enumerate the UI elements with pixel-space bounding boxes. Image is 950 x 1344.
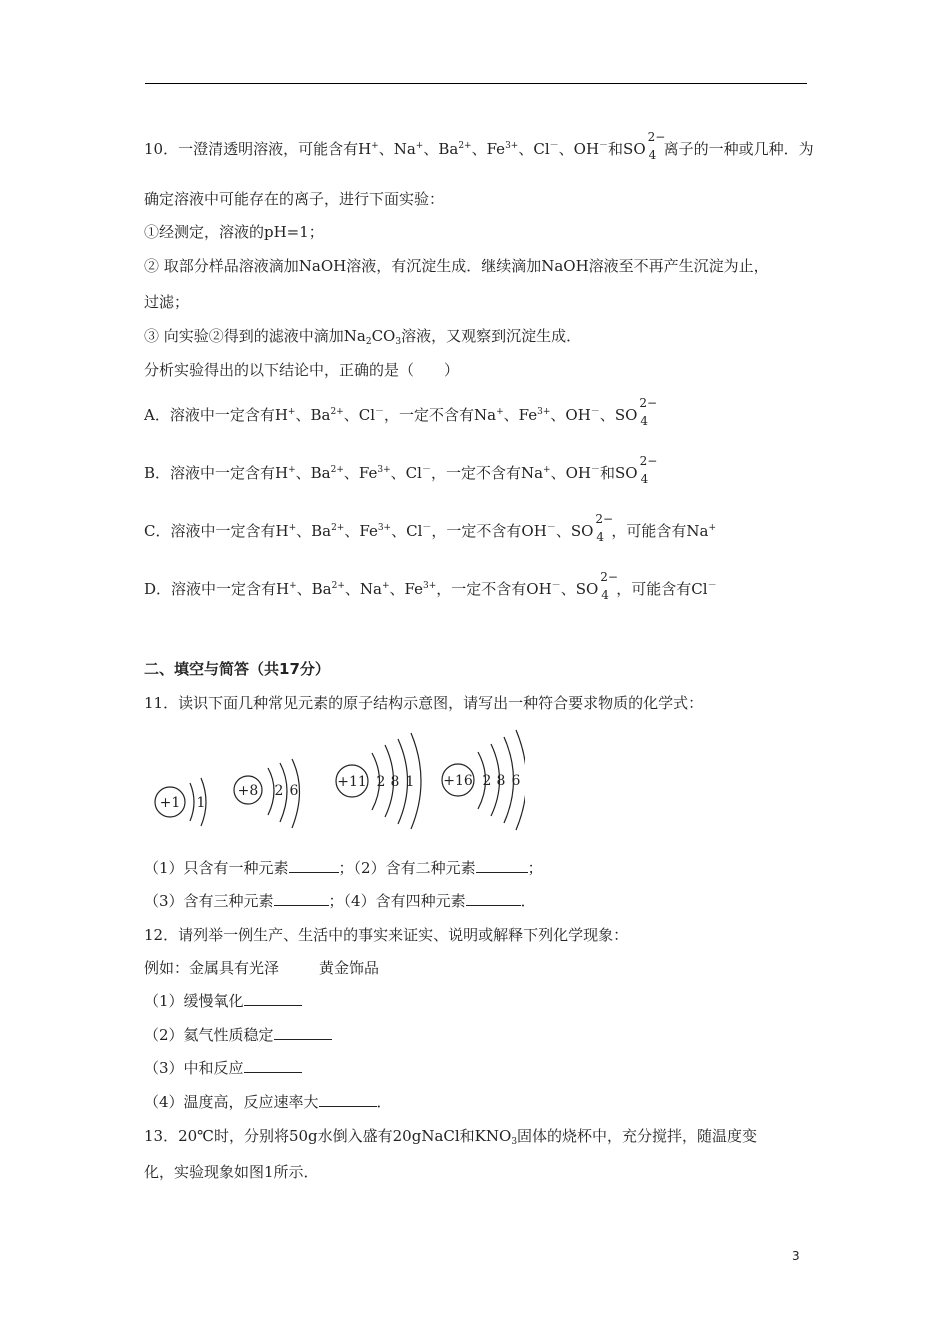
shell-sodium-1: 2: [376, 774, 386, 790]
q11-parts-3-4: （3）含有三种元素 ；（4）含有四种元素 ．: [144, 892, 536, 910]
answer-blank[interactable]: [244, 1058, 302, 1073]
header-rule: [145, 83, 807, 84]
shell-oxygen-2: 6: [289, 783, 299, 799]
nucleus-label-sulfur: +16: [443, 773, 473, 789]
nucleus-label-hydrogen: +1: [159, 795, 181, 811]
q11-parts-1-2: （1）只含有一种元素 ；（2）含有二种元素 ；: [144, 859, 543, 877]
q12-example: 例如：金属具有光泽 黄金饰品: [144, 959, 380, 977]
q10-step3: ③ 向实验②得到的滤液中滴加$Na_2CO_3$溶液，又观察到沉淀生成．: [144, 327, 582, 347]
answer-blank[interactable]: [244, 991, 302, 1006]
nucleus-label-oxygen: +8: [237, 783, 259, 799]
q10-stem-line1: 10．一澄清透明溶液，可能含有H+、Na+、$Ba^{2+}$、$Fe^{3+}$、Cl－、OH－和SO 2− 4 离子的一种或几种．为: [144, 130, 814, 162]
q12-part-2: （2）氦气性质稳定: [144, 1025, 332, 1045]
q10-question: 分析实验得出的以下结论中，正确的是（ ）: [144, 361, 460, 379]
q10-step2-cont: 过滤；: [144, 293, 190, 311]
atom-sodium: [336, 733, 421, 829]
page-number: 3: [792, 1249, 800, 1263]
shell-sodium-3: 1: [405, 774, 415, 790]
q10-step1: ①经测定，溶液的pH=1；: [144, 223, 324, 241]
q12-part-3: （3）中和反应: [144, 1058, 302, 1078]
shell-sodium-2: 8: [390, 774, 400, 790]
atom-oxygen: [234, 759, 300, 828]
q11-stem: 11．读识下面几种常见元素的原子结构示意图，请写出一种符合要求物质的化学式：: [144, 694, 704, 712]
nucleus-label-sodium: +11: [337, 774, 367, 790]
answer-blank[interactable]: [466, 891, 521, 906]
answer-blank[interactable]: [274, 1025, 332, 1040]
shell-sulfur-1: 2: [482, 773, 492, 789]
atomic-structure-diagrams: [145, 725, 525, 835]
answer-blank[interactable]: [289, 858, 339, 873]
shell-oxygen-1: 2: [274, 783, 284, 799]
q12-part-4: （4）温度高，反应速率大 ．: [144, 1093, 392, 1111]
section-title: 二、填空与简答（共17分）: [144, 660, 330, 678]
q10-option-a[interactable]: A．溶液中一定含有H+、$Ba^{2+}$、Cl－，一定不含有Na+、$Fe^{3+}$、OH－、SO 2− 4: [144, 396, 658, 428]
shell-sulfur-2: 8: [496, 773, 506, 789]
q10-option-b[interactable]: B．溶液中一定含有H+、$Ba^{2+}$、$Fe^{3+}$、Cl－，一定不含有Na+、OH－和SO 2− 4: [144, 454, 658, 486]
q10-step2: ② 取部分样品溶液滴加NaOH溶液，有沉淀生成．继续滴加NaOH溶液至不再产生沉淀为止，: [144, 257, 769, 275]
q12-part-1: （1）缓慢氧化: [144, 991, 302, 1011]
atom-sulfur: [442, 730, 525, 830]
answer-blank[interactable]: [319, 1092, 377, 1107]
q13-stem-line2: 化，实验现象如图1所示．: [144, 1163, 319, 1181]
q13-stem-line1: 13．20℃时，分别将50g水倒入盛有20gNaCl和$KNO_3$固体的烧杯中，充分搅拌，随温度变: [144, 1127, 758, 1147]
answer-blank[interactable]: [274, 891, 329, 906]
sulfate-charge: 2− 4: [647, 130, 666, 162]
q10-option-d[interactable]: D．溶液中一定含有H+、$Ba^{2+}$、Na+、$Fe^{3+}$，一定不含有OH－、SO 2− 4 ，可能含有Cl－: [144, 570, 717, 602]
shell-hydrogen-1: 1: [196, 795, 206, 811]
q12-stem: 12．请列举一例生产、生活中的事实来证实、说明或解释下列化学现象：: [144, 926, 629, 944]
shell-sulfur-3: 6: [511, 773, 521, 789]
answer-blank[interactable]: [476, 858, 528, 873]
q10-option-c[interactable]: C．溶液中一定含有H+、$Ba^{2+}$、$Fe^{3+}$、Cl－，一定不含有OH－、SO 2− 4 ，可能含有Na+: [144, 512, 717, 544]
q10-stem-line2: 确定溶液中可能存在的离子，进行下面实验：: [144, 190, 445, 208]
atom-hydrogen: [155, 778, 206, 826]
